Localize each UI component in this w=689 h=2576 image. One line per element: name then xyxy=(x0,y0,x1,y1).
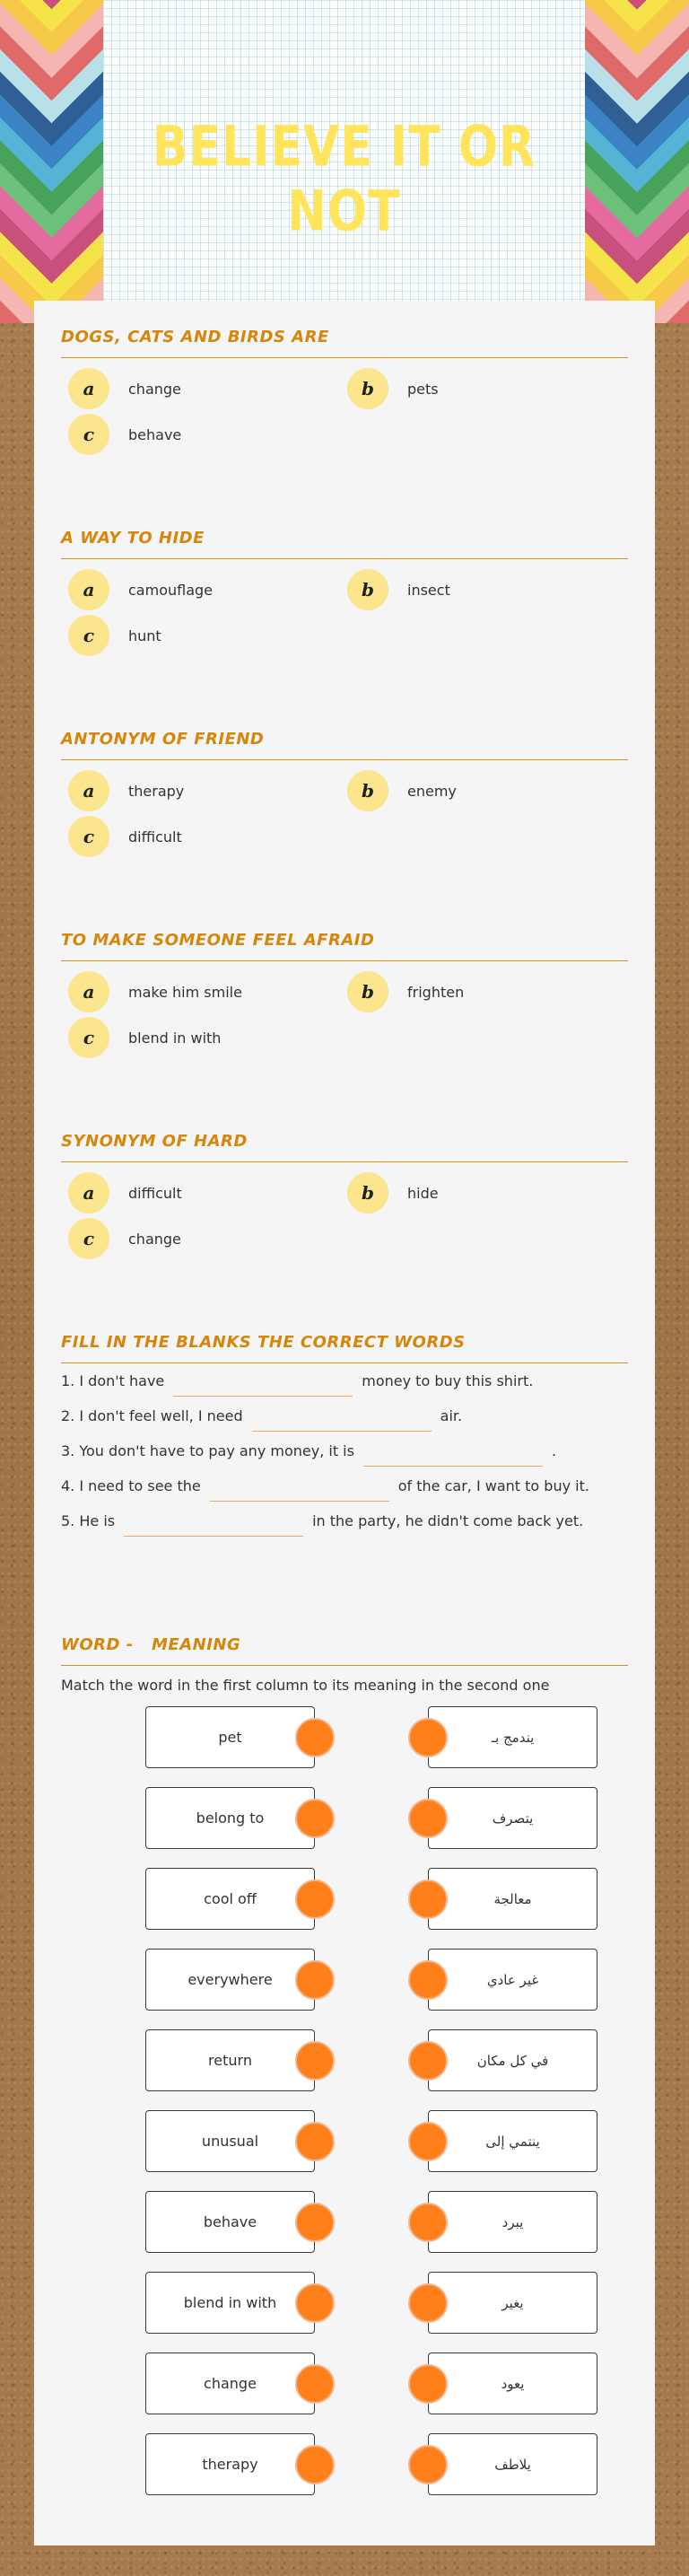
match-word[interactable] xyxy=(145,2110,315,2172)
options-group xyxy=(61,770,628,878)
option-a[interactable] xyxy=(61,569,213,610)
matching-heading: WORD - MEANING xyxy=(61,1635,628,1666)
blank-text-before: 2. I don't feel well, I need xyxy=(61,1407,243,1424)
match-word[interactable] xyxy=(145,2029,315,2091)
match-meaning-text: يبرد xyxy=(501,2213,524,2230)
connector-dot[interactable] xyxy=(295,1799,335,1838)
connector-dot[interactable] xyxy=(295,2041,335,2081)
connector-dot[interactable] xyxy=(295,2364,335,2404)
worksheet-card xyxy=(34,301,655,2545)
option-text: behave xyxy=(128,425,182,443)
blank-text-after: air. xyxy=(440,1407,463,1424)
match-word-text: belong to xyxy=(196,1809,265,1827)
blank-text-after: in the party, he didn't come back yet. xyxy=(312,1512,584,1529)
blank-line-1 xyxy=(61,1372,628,1407)
option-text: frighten xyxy=(407,983,465,1001)
blank-text-before: 5. He is xyxy=(61,1512,116,1529)
match-word[interactable] xyxy=(145,2191,315,2253)
option-text: difficult xyxy=(128,1184,182,1202)
option-text: change xyxy=(128,380,181,398)
match-word[interactable] xyxy=(145,2433,315,2495)
match-word[interactable] xyxy=(145,2272,315,2334)
blank-line-2 xyxy=(61,1407,628,1442)
blank-line-4 xyxy=(61,1477,628,1512)
option-letter-circle[interactable]: b xyxy=(347,569,388,610)
option-b[interactable] xyxy=(340,971,464,1012)
blank-input-2[interactable] xyxy=(252,1414,432,1432)
blank-input-4[interactable] xyxy=(210,1484,389,1502)
connector-dot[interactable] xyxy=(295,1879,335,1919)
option-letter-circle[interactable]: c xyxy=(68,1218,109,1259)
options-group xyxy=(61,368,628,476)
match-meaning[interactable] xyxy=(428,1949,597,2011)
option-c[interactable] xyxy=(61,1017,221,1058)
option-b[interactable] xyxy=(340,1172,439,1214)
match-meaning[interactable] xyxy=(428,2191,597,2253)
question-heading: DOGS, CATS AND BIRDS ARE xyxy=(61,328,628,358)
connector-dot[interactable] xyxy=(408,1718,448,1757)
question-4 xyxy=(61,931,628,1079)
match-meaning[interactable] xyxy=(428,2433,597,2495)
option-c[interactable] xyxy=(61,816,182,857)
option-letter-circle[interactable]: b xyxy=(347,1172,388,1214)
question-heading: TO MAKE SOMEONE FEEL AFRAID xyxy=(61,931,628,961)
connector-dot[interactable] xyxy=(408,1799,448,1838)
option-text: difficult xyxy=(128,828,182,846)
blank-text-before: 4. I need to see the xyxy=(61,1477,201,1494)
match-word-text: change xyxy=(204,2375,257,2392)
connector-dot[interactable] xyxy=(295,1960,335,2000)
match-meaning[interactable] xyxy=(428,2272,597,2334)
blank-text-after: . xyxy=(551,1442,557,1459)
option-a[interactable] xyxy=(61,368,181,409)
connector-dot[interactable] xyxy=(408,2364,448,2404)
question-3 xyxy=(61,730,628,878)
match-word-text: return xyxy=(208,2052,252,2069)
match-word-text: blend in with xyxy=(183,2294,277,2311)
question-1 xyxy=(61,328,628,476)
option-letter-circle[interactable]: a xyxy=(68,569,109,610)
match-word-text: cool off xyxy=(204,1890,257,1907)
option-letter-circle[interactable]: c xyxy=(68,615,109,656)
option-text: enemy xyxy=(407,782,457,800)
connector-dot[interactable] xyxy=(408,2122,448,2161)
worksheet-title: BELIEVE IT OR NOT xyxy=(152,115,536,244)
match-meaning[interactable] xyxy=(428,1787,597,1849)
fill-blanks-list xyxy=(61,1372,628,1547)
option-text: therapy xyxy=(128,782,185,800)
option-a[interactable] xyxy=(61,1172,182,1214)
fill-blanks-section xyxy=(61,1333,628,1547)
match-meaning-text: يغير xyxy=(501,2294,524,2311)
match-meaning-text: معالجة xyxy=(493,1890,532,1907)
option-text: camouflage xyxy=(128,581,213,599)
match-meaning-text: يلاطف xyxy=(494,2456,531,2473)
matching-instructions: Match the word in the first column to its meaning in the second one xyxy=(61,1677,550,1694)
options-group xyxy=(61,569,628,677)
option-letter-circle[interactable]: c xyxy=(68,816,109,857)
question-5 xyxy=(61,1132,628,1280)
match-meaning-text: يندمج بـ xyxy=(491,1729,535,1746)
connector-dot[interactable] xyxy=(408,2203,448,2242)
blank-text-before: 1. I don't have xyxy=(61,1372,165,1389)
question-2 xyxy=(61,529,628,677)
option-letter-circle[interactable]: a xyxy=(68,770,109,811)
match-word-text: behave xyxy=(203,2213,257,2230)
connector-dot[interactable] xyxy=(295,2122,335,2161)
connector-dot[interactable] xyxy=(408,2041,448,2081)
blank-line-3 xyxy=(61,1442,628,1477)
fill-blanks-heading: FILL IN THE BLANKS THE CORRECT WORDS xyxy=(61,1333,628,1363)
question-heading: A WAY TO HIDE xyxy=(61,529,628,559)
match-meaning[interactable] xyxy=(428,1868,597,1930)
chevron-pattern-left xyxy=(0,0,52,323)
option-letter-circle[interactable]: a xyxy=(68,971,109,1012)
match-meaning[interactable] xyxy=(428,2110,597,2172)
match-meaning[interactable] xyxy=(428,2353,597,2414)
option-c[interactable] xyxy=(61,1218,181,1259)
option-b[interactable] xyxy=(340,569,450,610)
match-word-text: everywhere xyxy=(188,1971,273,1988)
match-meaning-text: في كل مكان xyxy=(476,2052,549,2069)
option-letter-circle[interactable]: a xyxy=(68,368,109,409)
option-text: hunt xyxy=(128,626,161,644)
question-heading: SYNONYM OF HARD xyxy=(61,1132,628,1162)
connector-dot[interactable] xyxy=(408,1960,448,2000)
match-word[interactable] xyxy=(145,1706,315,1768)
option-letter-circle[interactable]: b xyxy=(347,368,388,409)
connector-dot[interactable] xyxy=(295,1718,335,1757)
option-b[interactable] xyxy=(340,368,439,409)
match-meaning[interactable] xyxy=(428,1706,597,1768)
matching-area xyxy=(61,1706,628,2514)
blank-text-after: money to buy this shirt. xyxy=(362,1372,534,1389)
connector-dot[interactable] xyxy=(295,2283,335,2323)
option-text: hide xyxy=(407,1184,439,1202)
connector-dot[interactable] xyxy=(408,2283,448,2323)
question-heading: ANTONYM OF FRIEND xyxy=(61,730,628,760)
match-word-text: pet xyxy=(218,1729,242,1746)
match-word-text: therapy xyxy=(202,2456,258,2473)
match-meaning[interactable] xyxy=(428,2029,597,2091)
option-a[interactable] xyxy=(61,971,242,1012)
chevron-pattern-right xyxy=(637,0,689,323)
match-word[interactable] xyxy=(145,1787,315,1849)
match-meaning-text: غير عادي xyxy=(486,1971,539,1988)
option-letter-circle[interactable]: c xyxy=(68,414,109,455)
options-group xyxy=(61,1172,628,1280)
connector-dot[interactable] xyxy=(295,2203,335,2242)
chevron-pattern-left-inner xyxy=(52,0,103,323)
blank-text-before: 3. You don't have to pay any money, it is xyxy=(61,1442,354,1459)
blank-input-3[interactable] xyxy=(363,1449,543,1467)
match-word-text: unusual xyxy=(201,2133,259,2150)
option-letter-circle[interactable]: b xyxy=(347,770,388,811)
chevron-pattern-right-inner xyxy=(585,0,637,323)
match-word[interactable] xyxy=(145,1868,315,1930)
blank-input-1[interactable] xyxy=(173,1379,353,1397)
header-banner xyxy=(0,0,689,323)
option-c[interactable] xyxy=(61,615,161,656)
option-text: blend in with xyxy=(128,1029,222,1047)
blank-text-after: of the car, I want to buy it. xyxy=(397,1477,589,1494)
connector-dot[interactable] xyxy=(295,2445,335,2484)
blank-line-5 xyxy=(61,1512,628,1547)
connector-dot[interactable] xyxy=(408,1879,448,1919)
option-b[interactable] xyxy=(340,770,457,811)
matching-section xyxy=(61,1635,628,2514)
option-letter-circle[interactable]: a xyxy=(68,1172,109,1214)
match-word[interactable] xyxy=(145,2353,315,2414)
connector-dot[interactable] xyxy=(408,2445,448,2484)
match-word[interactable] xyxy=(145,1949,315,2011)
option-text: pets xyxy=(407,380,439,398)
options-group xyxy=(61,971,628,1079)
match-meaning-text: ينتمي إلى xyxy=(485,2133,540,2150)
match-meaning-text: يعود xyxy=(501,2375,525,2392)
option-text: change xyxy=(128,1230,181,1248)
option-text: make him smile xyxy=(128,983,242,1001)
option-letter-circle[interactable]: c xyxy=(68,1017,109,1058)
option-letter-circle[interactable]: b xyxy=(347,971,388,1012)
option-a[interactable] xyxy=(61,770,184,811)
match-meaning-text: يتصرف xyxy=(492,1809,534,1827)
option-c[interactable] xyxy=(61,414,181,455)
option-text: insect xyxy=(407,581,450,599)
blank-input-5[interactable] xyxy=(124,1519,303,1537)
